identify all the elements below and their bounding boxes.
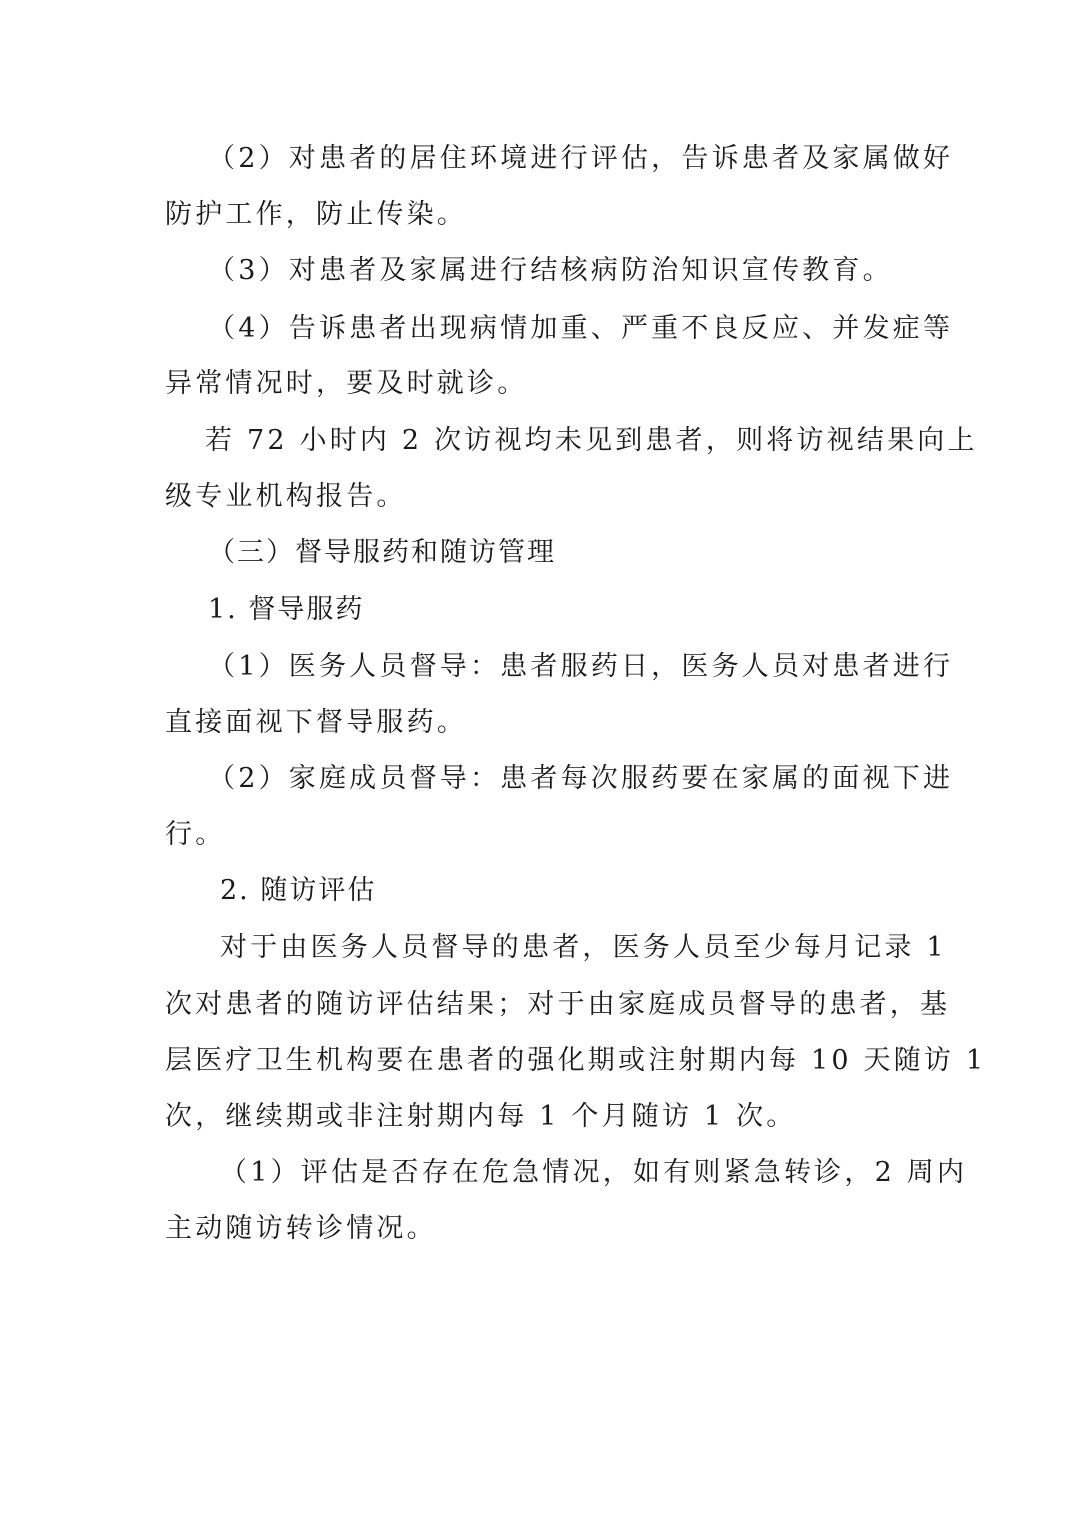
paragraph-line: 防护工作，防止传染。 [165, 199, 467, 230]
subsection-heading: 1. 督导服药 [208, 594, 365, 625]
paragraph-line: （1）评估是否存在危急情况，如有则紧急转诊，2 周内 [220, 1157, 968, 1188]
paragraph-line: 层医疗卫生机构要在患者的强化期或注射期内每 10 天随访 1 [165, 1045, 987, 1076]
paragraph-line: 行。 [165, 819, 226, 850]
paragraph-line: （4）告诉患者出现病情加重、严重不良反应、并发症等 [208, 313, 954, 344]
section-heading: （三）督导服药和随访管理 [208, 537, 556, 568]
paragraph-line: （3）对患者及家属进行结核病防治知识宣传教育。 [208, 255, 893, 286]
paragraph-line: 异常情况时，要及时就诊。 [165, 368, 528, 399]
subsection-heading: 2. 随访评估 [220, 875, 377, 906]
paragraph-line: 次，继续期或非注射期内每 1 个月随访 1 次。 [165, 1101, 797, 1132]
paragraph-line: 对于由医务人员督导的患者，医务人员至少每月记录 1 [220, 932, 947, 963]
paragraph-line: （1）医务人员督导：患者服药日，医务人员对患者进行 [208, 651, 954, 682]
paragraph-line: 主动随访转诊情况。 [165, 1213, 437, 1244]
paragraph-line: （2）对患者的居住环境进行评估，告诉患者及家属做好 [208, 143, 954, 174]
paragraph-line: 次对患者的随访评估结果；对于由家庭成员督导的患者，基 [165, 989, 951, 1020]
paragraph-line: 直接面视下督导服药。 [165, 707, 467, 738]
paragraph-line: 若 72 小时内 2 次访视均未见到患者，则将访视结果向上 [205, 425, 978, 456]
paragraph-line: 级专业机构报告。 [165, 481, 407, 512]
paragraph-line: （2）家庭成员督导：患者每次服药要在家属的面视下进 [208, 763, 954, 794]
